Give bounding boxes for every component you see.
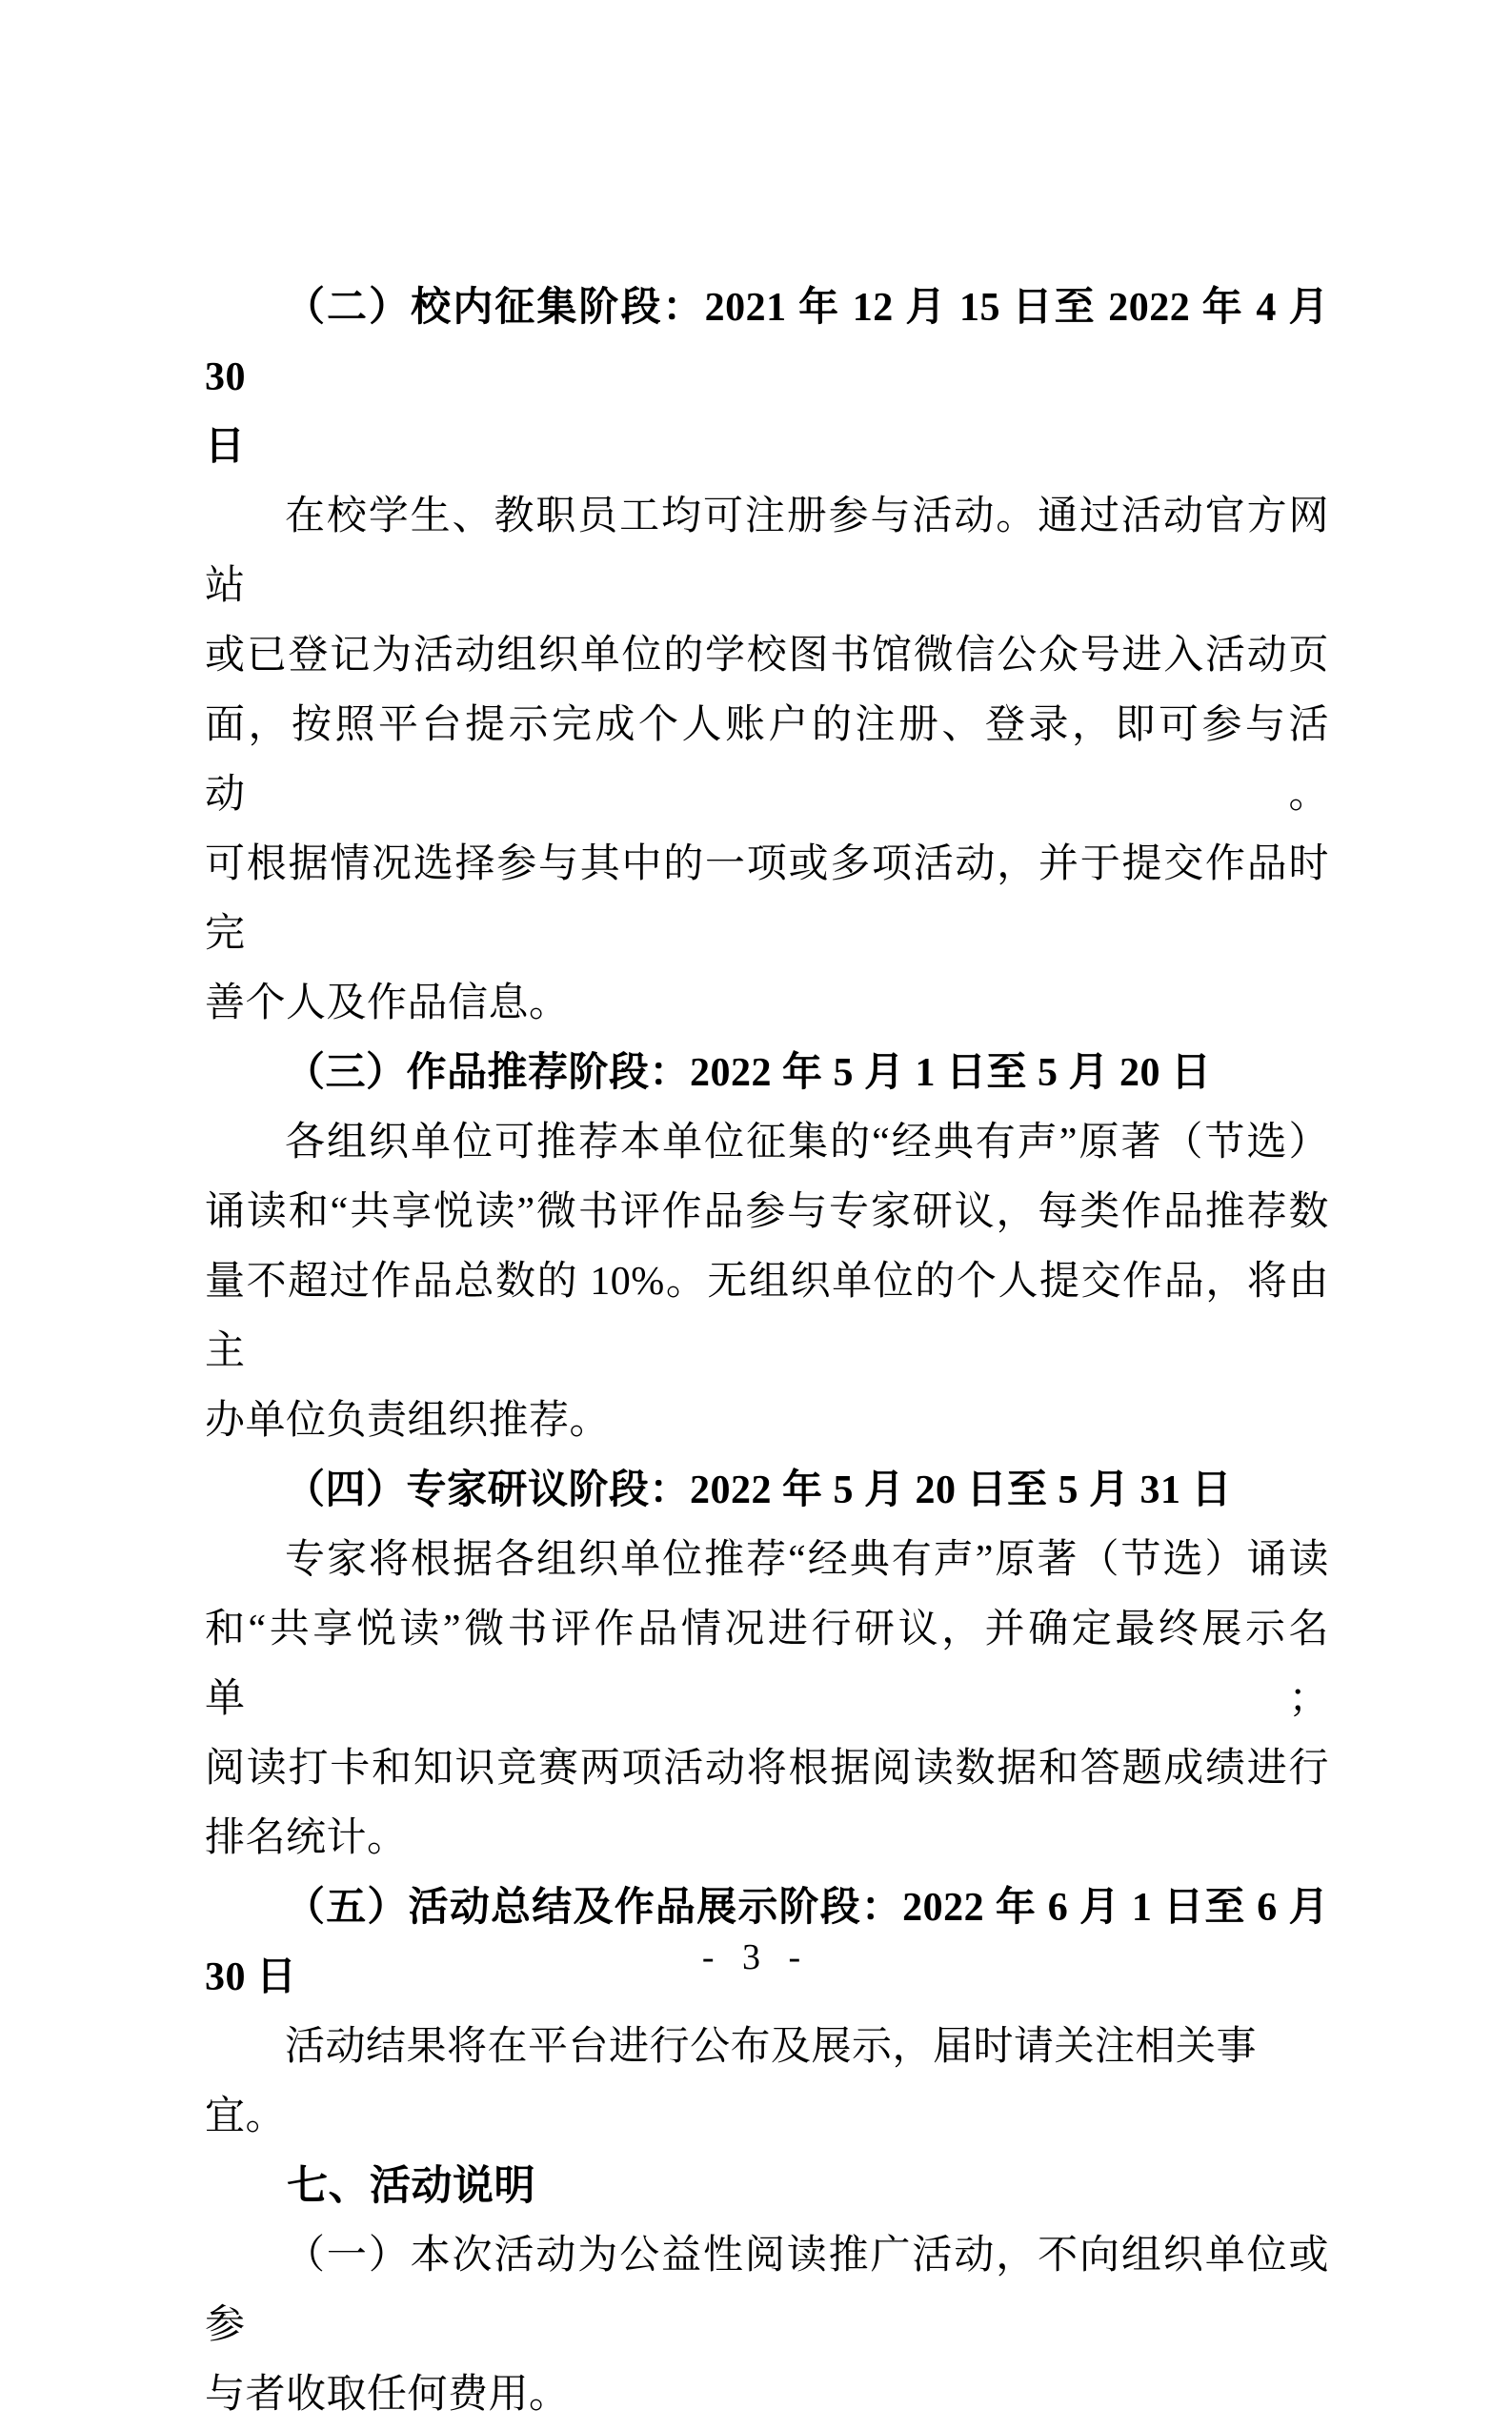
document-line: 各组织单位可推荐本单位征集的“经典有声”原著（节选） — [285, 1121, 1329, 1164]
document-line: 在校学生、教职员工均可注册参与活动。通过活动官方网站 — [205, 495, 1329, 608]
document-line: 专家将根据各组织单位推荐“经典有声”原著（节选）诵读 — [285, 1538, 1329, 1582]
document-line: 活动结果将在平台进行公布及展示，届时请关注相关事宜。 — [205, 2025, 1258, 2138]
document-line: （二）校内征集阶段：2021 年 12 月 15 日至 2022 年 4 月 30 — [205, 286, 1329, 399]
document-line: 诵读和“共享悦读”微书评作品参与专家研议，每类作品推荐数 — [205, 1190, 1329, 1234]
document-line: 办单位负责组织推荐。 — [205, 1399, 611, 1443]
document-content — [205, 273, 1329, 2430]
document-line: （五）活动总结及作品展示阶段：2022 年 6 月 1 日至 6 月 — [285, 1886, 1329, 1930]
page-footer — [0, 1936, 1512, 1978]
document-line: 阅读打卡和知识竞赛两项活动将根据阅读数据和答题成绩进行 — [205, 1747, 1329, 1791]
document-line: 30 日 — [205, 1955, 297, 1999]
document-line: 和“共享悦读”微书评作品情况进行研议，并确定最终展示名单； — [205, 1608, 1329, 1721]
document-line: （三）作品推荐阶段：2022 年 5 月 1 日至 5 月 20 日 — [285, 1051, 1212, 1095]
document-line: 或已登记为活动组织单位的学校图书馆微信公众号进入活动页 — [205, 634, 1329, 678]
document-line: 善个人及作品信息。 — [205, 982, 570, 1025]
document-line: 可根据情况选择参与其中的一项或多项活动，并于提交作品时完 — [205, 842, 1329, 956]
page-number: - 3 - — [701, 1937, 811, 1977]
document-line: 排名统计。 — [205, 1816, 408, 1860]
document-line: 日 — [205, 425, 246, 469]
document-line: （一）本次活动为公益性阅读推广活动，不向组织单位或参 — [205, 2234, 1329, 2347]
document-line: 量不超过作品总数的 10%。无组织单位的个人提交作品，将由主 — [205, 1260, 1329, 1373]
document-line: 与者收取任何费用。 — [205, 2373, 570, 2417]
document-line: （四）专家研议阶段：2022 年 5 月 20 日至 5 月 31 日 — [285, 1468, 1233, 1512]
document-line: 面，按照平台提示完成个人账户的注册、登录，即可参与活动。 — [205, 703, 1329, 817]
section-heading: 七、活动说明 — [287, 2163, 535, 2209]
